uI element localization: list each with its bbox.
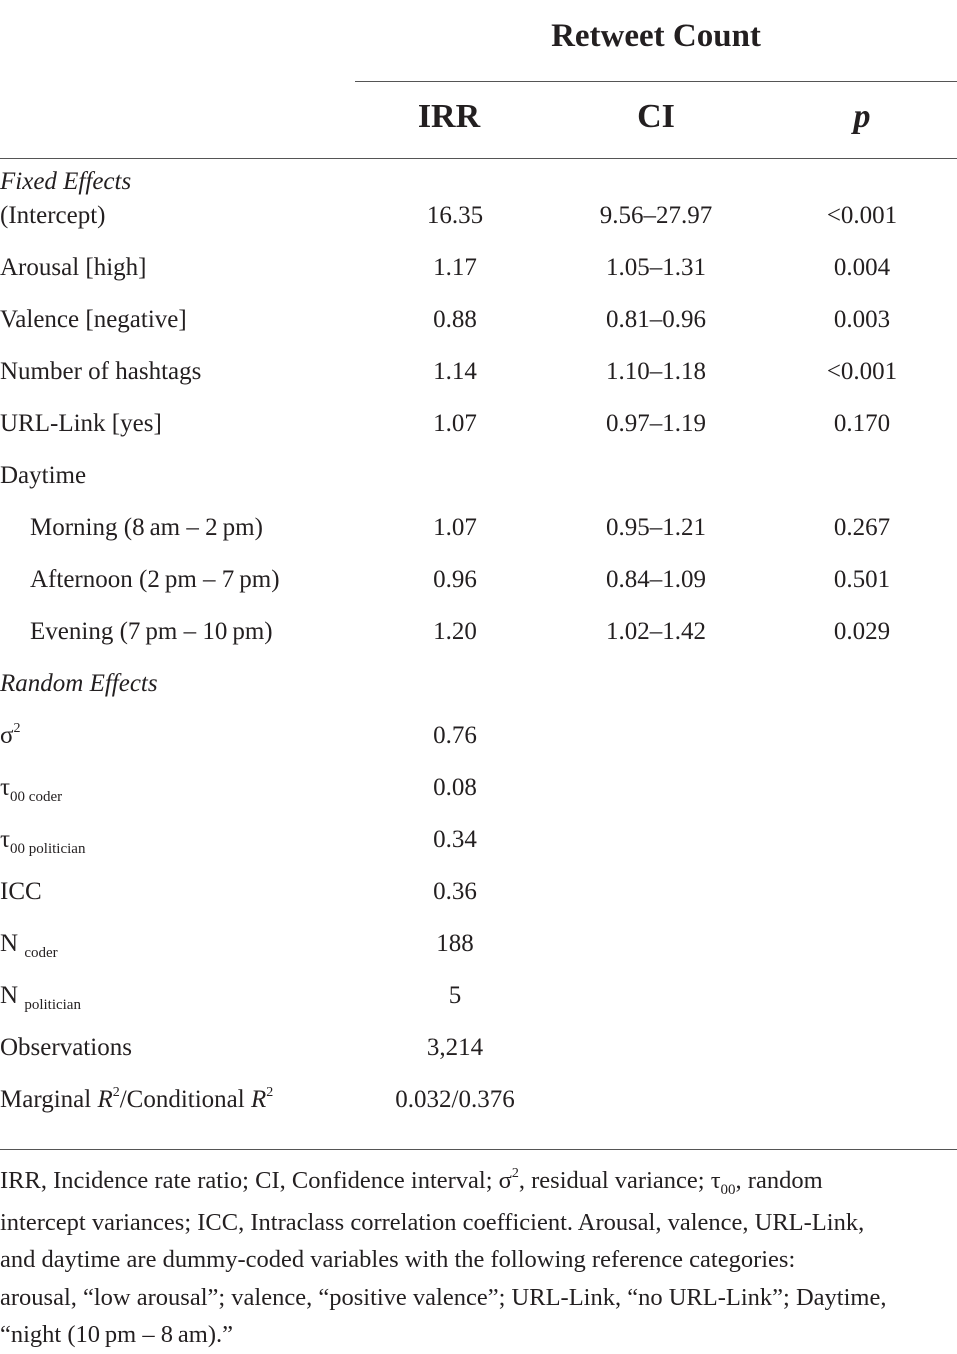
superscript: 2 — [266, 1085, 274, 1100]
irr-value: 0.36 — [433, 878, 477, 905]
subscript: politician — [24, 997, 81, 1013]
footnote-text: IRR, Incidence rate ratio; CI, Confidence interval; σ — [0, 1167, 512, 1194]
irr-value: 1.07 — [433, 514, 477, 541]
group-header: Retweet Count — [551, 18, 761, 54]
label-text: /Conditional — [119, 1086, 251, 1113]
table-row — [0, 254, 957, 306]
group-rule — [355, 81, 957, 82]
irr-value: 5 — [448, 982, 462, 1009]
p-value: 0.267 — [833, 514, 891, 541]
ci-value: 1.05–1.31 — [606, 254, 706, 281]
symbol: τ — [0, 826, 11, 853]
table-row — [0, 514, 957, 566]
row-label — [0, 1086, 273, 1114]
table-row — [0, 930, 957, 982]
irr-value: 1.20 — [433, 618, 477, 645]
irr-value: 0.032/0.376 — [395, 1086, 515, 1113]
symbol: τ — [0, 774, 11, 801]
table-row — [0, 358, 957, 410]
row-label: Valence [negative] — [0, 306, 187, 333]
section-title: Fixed Effects — [0, 168, 132, 195]
row-label: Morning (8 am – 2 pm) — [30, 514, 263, 541]
section-title: Random Effects — [0, 670, 158, 697]
subscript: 00 — [720, 1182, 736, 1198]
table-footnote — [0, 1162, 950, 1354]
row-label — [0, 982, 81, 1013]
subscript: 00 politician — [10, 841, 86, 857]
row-label: Arousal [high] — [0, 254, 147, 281]
table-row — [0, 618, 957, 670]
subscript: 00 coder — [10, 789, 63, 805]
row-label: Number of hashtags — [0, 358, 202, 385]
col-p-header: p — [853, 98, 871, 135]
footnote-text: , residual variance; τ — [518, 1167, 721, 1194]
superscript: 2 — [511, 1166, 519, 1181]
table-row — [0, 722, 957, 774]
superscript: 2 — [13, 721, 21, 736]
label-text: R — [97, 1086, 113, 1113]
bottom-rule — [0, 1149, 957, 1150]
table-row — [0, 1034, 957, 1086]
row-label: Evening (7 pm – 10 pm) — [30, 618, 273, 645]
irr-value: 0.34 — [433, 826, 477, 853]
ci-value: 1.02–1.42 — [606, 618, 706, 645]
symbol: N — [0, 930, 25, 957]
table-row — [0, 982, 957, 1034]
row-label: Daytime — [0, 462, 87, 489]
row-label — [0, 930, 58, 961]
row-label — [0, 722, 20, 750]
irr-value: 0.96 — [433, 566, 477, 593]
superscript: 2 — [112, 1085, 120, 1100]
irr-value: 0.76 — [433, 722, 477, 749]
row-label: (Intercept) — [0, 202, 106, 229]
table-row — [0, 410, 957, 462]
table-row — [0, 878, 957, 930]
table-row — [0, 566, 957, 618]
table-row — [0, 1086, 957, 1138]
section-random-effects — [0, 670, 957, 722]
footnote-line: arousal, “low arousal”; valence, “positive valence”; URL-Link, “no URL-Link”; Daytime, — [0, 1283, 887, 1311]
footnote-text: , random — [735, 1167, 823, 1194]
ci-value: 0.84–1.09 — [606, 566, 706, 593]
irr-value: 3,214 — [426, 1034, 484, 1061]
ci-value: 0.95–1.21 — [606, 514, 706, 541]
table-row — [0, 774, 957, 826]
row-label: Observations — [0, 1034, 132, 1061]
p-value: 0.029 — [833, 618, 891, 645]
footnote-line: and daytime are dummy-coded variables with the following reference categories: — [0, 1246, 796, 1273]
table-row — [0, 306, 957, 358]
subscript: coder — [24, 945, 58, 961]
label-text: Marginal — [0, 1086, 98, 1113]
row-label: ICC — [0, 878, 42, 905]
irr-value: 1.14 — [433, 358, 477, 385]
footnote-line — [0, 1162, 950, 1204]
p-value: <0.001 — [826, 202, 898, 229]
ci-value: 9.56–27.97 — [599, 202, 713, 229]
col-irr-header: IRR — [417, 98, 481, 135]
symbol: σ — [0, 722, 14, 749]
ci-value: 0.81–0.96 — [606, 306, 706, 333]
irr-value: 0.08 — [433, 774, 477, 801]
row-label: Afternoon (2 pm – 7 pm) — [30, 566, 280, 593]
label-text: R — [250, 1086, 267, 1113]
p-value: <0.001 — [826, 358, 898, 385]
footnote-line: intercept variances; ICC, Intraclass correlation coefficient. Arousal, valence, URL-Link, — [0, 1208, 865, 1236]
footnote-line: “night (10 pm – 8 am).” — [0, 1321, 233, 1348]
header-rule — [0, 158, 957, 159]
irr-value: 16.35 — [426, 202, 484, 229]
symbol: N — [0, 982, 25, 1009]
col-ci-header: CI — [637, 98, 675, 135]
table-row — [0, 826, 957, 878]
ci-value: 0.97–1.19 — [606, 410, 706, 437]
ci-value: 1.10–1.18 — [606, 358, 706, 385]
irr-value: 1.07 — [433, 410, 477, 437]
irr-value: 188 — [436, 930, 474, 957]
row-label — [0, 826, 86, 857]
p-value: 0.004 — [833, 254, 891, 281]
table-row — [0, 202, 957, 254]
irr-value: 1.17 — [433, 254, 477, 281]
p-value: 0.170 — [833, 410, 891, 437]
p-value: 0.501 — [833, 566, 891, 593]
p-value: 0.003 — [833, 306, 891, 333]
table-row-daytime — [0, 462, 957, 514]
row-label — [0, 774, 63, 805]
row-label: URL-Link [yes] — [0, 410, 162, 437]
irr-value: 0.88 — [433, 306, 477, 333]
